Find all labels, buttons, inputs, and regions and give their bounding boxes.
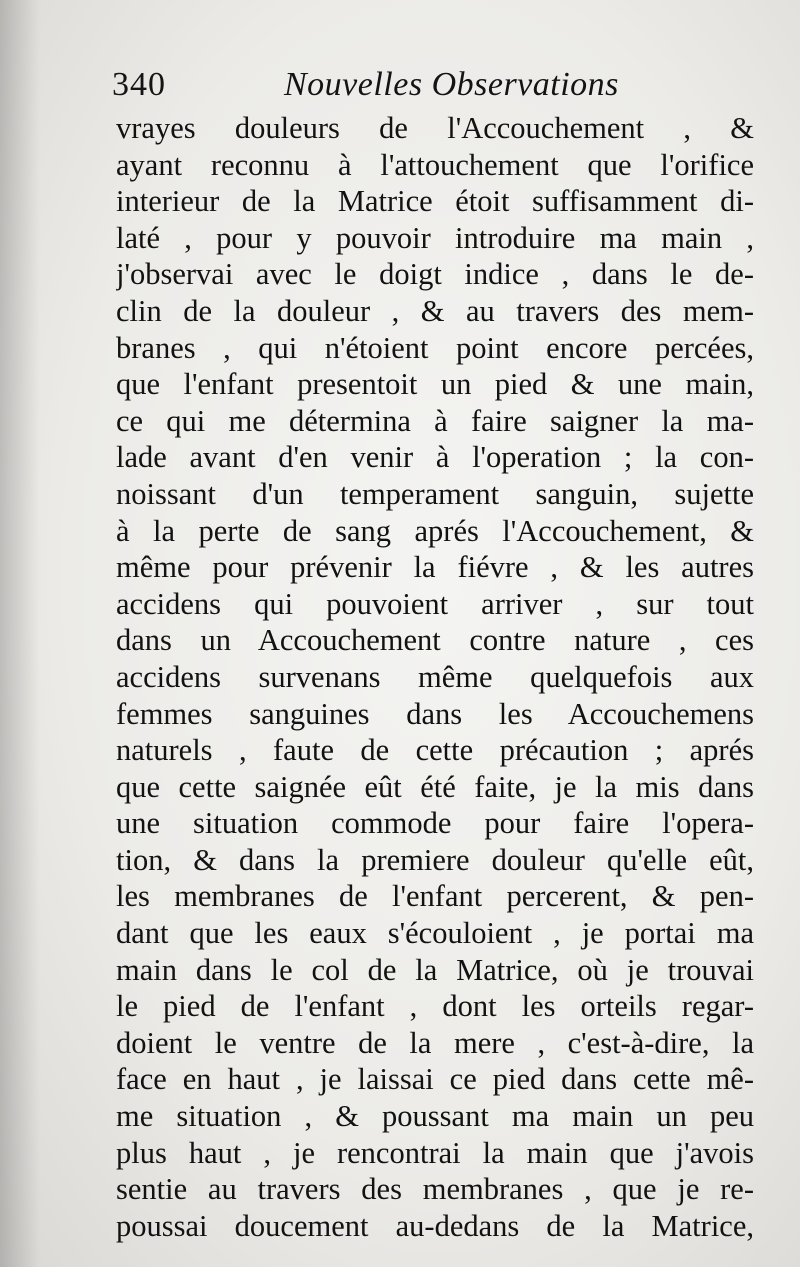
text-line: accidens survenans même quelquefois aux	[116, 659, 754, 694]
text-line: poussai doucement au-dedans de la Matrice,	[116, 1208, 754, 1243]
text-line: clin de la douleur , & au travers des mem-	[116, 293, 754, 328]
text-line: accidens qui pouvoient arriver , sur tout	[116, 586, 754, 621]
text-line: que cette saignée eût été faite, je la mis dans	[116, 769, 754, 804]
text-line: sentie au travers des membranes , que je re-	[116, 1172, 754, 1207]
text-line: plus haut , je rencontrai la main que j'avois	[116, 1135, 754, 1170]
text-line: naturels , faute de cette précaution ; aprés	[116, 733, 754, 768]
text-line: branes , qui n'étoient point encore percées,	[116, 330, 754, 365]
gutter-shadow	[0, 0, 40, 1267]
text-line: interieur de la Matrice étoit suffisamment di-	[116, 184, 754, 219]
text-line: main dans le col de la Matrice, où je trouvai	[116, 952, 754, 987]
text-line: doient le ventre de la mere , c'est-à-dire, la	[116, 1025, 754, 1060]
text-line: ce qui me détermina à faire saigner la ma-	[116, 403, 754, 438]
text-line: une situation commode pour faire l'opera-	[116, 806, 754, 841]
text-line: me situation , & poussant ma main un peu	[116, 1099, 754, 1134]
text-line: j'observai avec le doigt indice , dans le de-	[116, 257, 754, 292]
text-line: vrayes douleurs de l'Accouchement , &	[116, 111, 754, 145]
text-line: à la perte de sang aprés l'Accouchement, &	[116, 513, 754, 548]
text-line: que l'enfant presentoit un pied & une main,	[116, 367, 754, 402]
text-line: femmes sanguines dans les Accouchemens	[116, 696, 754, 731]
text-line: laté , pour y pouvoir introduire ma main ,	[116, 220, 754, 255]
text-line: le pied de l'enfant , dont les orteils regar-	[116, 989, 754, 1024]
body-text	[116, 110, 766, 1244]
running-head	[112, 66, 752, 110]
text-line: lade avant d'en venir à l'operation ; la con-	[116, 440, 754, 475]
page-number: 340	[112, 66, 166, 103]
text-line: noissant d'un temperament sanguin, sujette	[116, 476, 754, 511]
text-line: ayant reconnu à l'attouchement que l'orifice	[116, 147, 754, 182]
running-head-title: Nouvelles Observations	[284, 66, 619, 103]
text-line: face en haut , je laissai ce pied dans cette mê-	[116, 1062, 754, 1097]
text-line: dans un Accouchement contre nature , ces	[116, 623, 754, 658]
text-line: tion, & dans la premiere douleur qu'elle eût,	[116, 842, 754, 877]
text-line: les membranes de l'enfant percerent, & pen-	[116, 879, 754, 914]
text-line: même pour prévenir la fiévre , & les autres	[116, 550, 754, 585]
text-line: dant que les eaux s'écouloient , je portai ma	[116, 916, 754, 951]
